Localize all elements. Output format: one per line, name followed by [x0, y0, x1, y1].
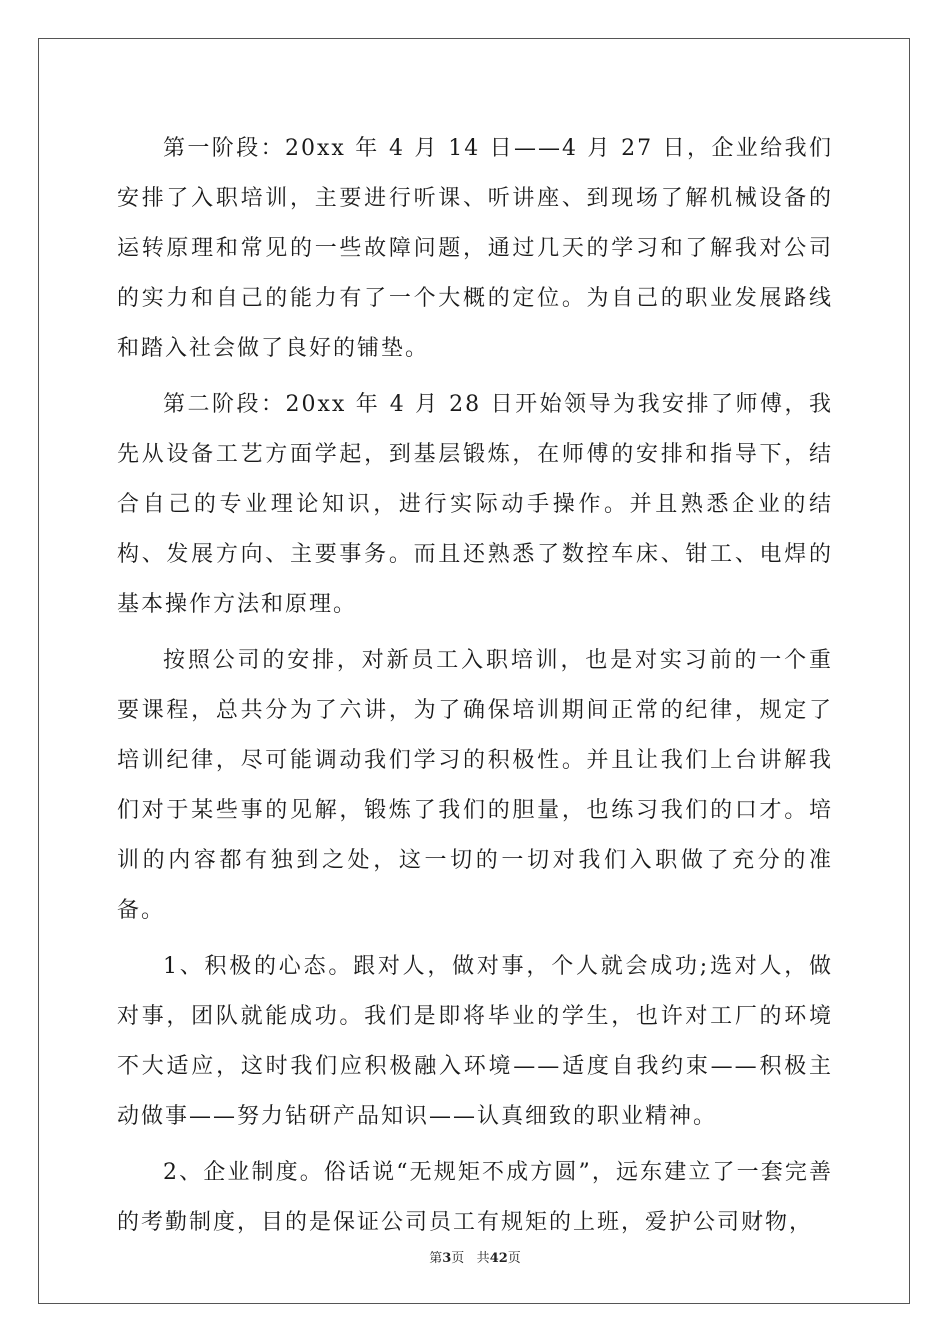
current-page-number: 3	[442, 1251, 452, 1266]
paragraph-stage-one: 第一阶段：20xx 年 4 月 14 日——4 月 27 日，企业给我们安排了入职培训，主要进行听课、听讲座、到现场了解机械设备的运转原理和常见的一些故障问题，通过几天的学习和了解我对公司的实力和自己的能力有了一个大概的定位。为自己的职业发展路线和踏入社会做了良好的铺垫。	[117, 136, 833, 361]
footer-page-suffix: 页	[451, 1251, 465, 1266]
total-pages-number: 42	[489, 1251, 508, 1266]
footer-total-prefix: 共	[476, 1251, 490, 1266]
paragraph-stage-two: 第二阶段：20xx 年 4 月 28 日开始领导为我安排了师傅，我先从设备工艺方面学起，到基层锻炼，在师傅的安排和指导下，结合自己的专业理论知识，进行实际动手操作。并且熟悉企业的结构、发展方向、主要事务。而且还熟悉了数控车床、钳工、电焊的基本操作方法和原理。	[117, 392, 833, 617]
footer-total-suffix: 页	[507, 1251, 521, 1266]
document-body	[117, 124, 833, 1254]
footer-prefix: 第	[429, 1251, 443, 1266]
paragraph-company-rules: 2、企业制度。俗话说“无规矩不成方圆”，远东建立了一套完善的考勤制度，目的是保证公司员工有规矩的上班，爱护公司财物，	[117, 1160, 833, 1235]
paragraph-positive-attitude: 1、积极的心态。跟对人，做对事，个人就会成功;选对人，做对事，团队就能成功。我们是即将毕业的学生，也许对工厂的环境不大适应，这时我们应积极融入环境——适度自我约束——积极主动做事——努力钻研产品知识——认真细致的职业精神。	[117, 954, 833, 1129]
page-footer	[0, 1247, 950, 1266]
paragraph-training: 按照公司的安排，对新员工入职培训，也是对实习前的一个重要课程，总共分为了六讲，为了确保培训期间正常的纪律，规定了培训纪律，尽可能调动我们学习的积极性。并且让我们上台讲解我们对于某些事的见解，锻炼了我们的胆量，也练习我们的口才。培训的内容都有独到之处，这一切的一切对我们入职做了充分的准备。	[117, 648, 833, 923]
